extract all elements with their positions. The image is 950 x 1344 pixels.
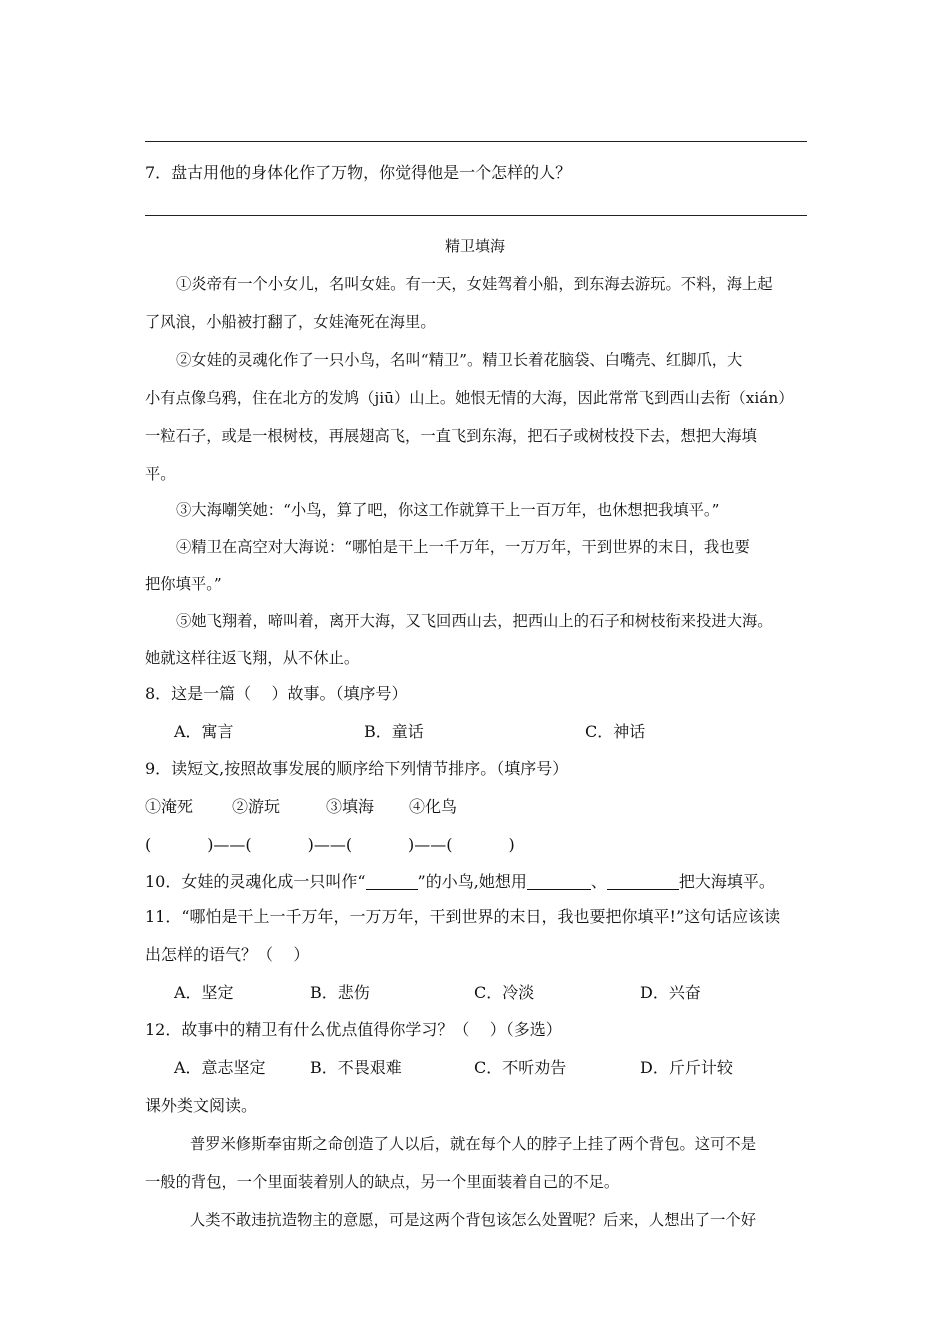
extra-paragraph-1-line-2: 一般的背包，一个里面装着别人的缺点，另一个里面装着自己的不足。 [145,1173,620,1191]
answer-line-q6 [145,141,807,142]
question-11-line-1: 11．“哪怕是干上一千万年，一万万年，干到世界的末日，我也要把你填平!”这句话应该读 [145,907,781,926]
question-8-option-c: C．神话 [585,722,646,741]
question-9-item-4: ④化鸟 [409,797,458,816]
paragraph-1-line-2: 了风浪，小船被打翻了，女娃淹死在海里。 [145,313,436,331]
paragraph-2-line-1: ②女娃的灵魂化作了一只小鸟，名叫“精卫”。精卫长着花脑袋、白嘴壳、红脚爪，大 [176,351,743,369]
extra-paragraph-1-line-1: 普罗米修斯奉宙斯之命创造了人以后，就在每个人的脖子上挂了两个背包。这可不是 [190,1135,756,1153]
extra-paragraph-2-line-1: 人类不敢违抗造物主的意愿，可是这两个背包该怎么处置呢？后来，人想出了一个好 [190,1211,756,1229]
question-12-option-c: C．不听劝告 [474,1058,567,1077]
question-10-part-4: 把大海填平。 [678,872,775,891]
question-12-option-a: A．意志坚定 [174,1058,266,1077]
question-12-option-d: D．斤斤计较 [640,1058,733,1077]
material-blank-2[interactable] [607,873,679,890]
question-9-stem: 9．读短文,按照故事发展的顺序给下列情节排序。（填序号） [145,759,569,778]
paragraph-4-line-2: 把你填平。” [145,575,222,593]
question-8-option-a: A．寓言 [174,722,234,741]
paragraph-2-line-2: 小有点像乌鸦，住在北方的发鸠（jiū）山上。她恨无情的大海，因此常常飞到西山去衔（xián） [145,389,794,407]
question-11-option-a: A．坚定 [174,983,234,1002]
question-9-item-1: ①淹死 [145,797,194,816]
question-11-option-d: D．兴奋 [640,983,701,1002]
paragraph-2-line-4: 平。 [145,465,176,483]
question-11-option-b: B．悲伤 [310,983,370,1002]
story-title: 精卫填海 [444,237,505,255]
question-7: 7．盘古用他的身体化作了万物，你觉得他是一个怎样的人？ [145,163,572,182]
question-9-item-2: ②游玩 [232,797,281,816]
paragraph-5-line-1: ⑤她飞翔着，啼叫着，离开大海，又飞回西山去，把西山上的石子和树枝衔来投进大海。 [176,612,773,630]
question-10-part-2: ”的小鸟,她想用 [417,872,527,891]
question-8-option-b: B．童话 [364,722,424,741]
question-12-option-b: B．不畏艰难 [310,1058,402,1077]
answer-line-q7 [145,215,807,216]
material-blank-1[interactable] [527,873,591,890]
question-10-part-3: 、 [590,872,607,891]
extra-reading-heading: 课外类文阅读。 [145,1096,258,1115]
paragraph-5-line-2: 她就这样往返飞翔，从不休止。 [145,649,360,667]
question-8-stem: 8．这是一篇（ ）故事。（填序号） [145,684,408,703]
question-12-stem: 12．故事中的精卫有什么优点值得你学习？（ ）（多选） [145,1020,562,1039]
bird-name-blank[interactable] [366,873,418,890]
question-9-item-3: ③填海 [326,797,375,816]
question-9-order-blanks: ( )——( )——( )——( ) [145,835,515,854]
question-10 [145,872,775,892]
paragraph-3-line-1: ③大海嘲笑她：“小鸟，算了吧，你这工作就算干上一百万年，也休想把我填平。” [176,501,720,519]
question-10-part-1: 10．女娃的灵魂化成一只叫作“ [145,872,366,891]
question-11-option-c: C．冷淡 [474,983,535,1002]
paragraph-1-line-1: ①炎帝有一个小女儿，名叫女娃。有一天，女娃驾着小船，到东海去游玩。不料，海上起 [176,275,773,293]
question-11-line-2: 出怎样的语气？（ ） [145,945,310,964]
paragraph-2-line-3: 一粒石子，或是一根树枝，再展翅高飞，一直飞到东海，把石子或树枝投下去，想把大海填 [145,427,757,445]
paragraph-4-line-1: ④精卫在高空对大海说：“哪怕是干上一千万年，一万万年，干到世界的末日，我也要 [176,538,750,556]
